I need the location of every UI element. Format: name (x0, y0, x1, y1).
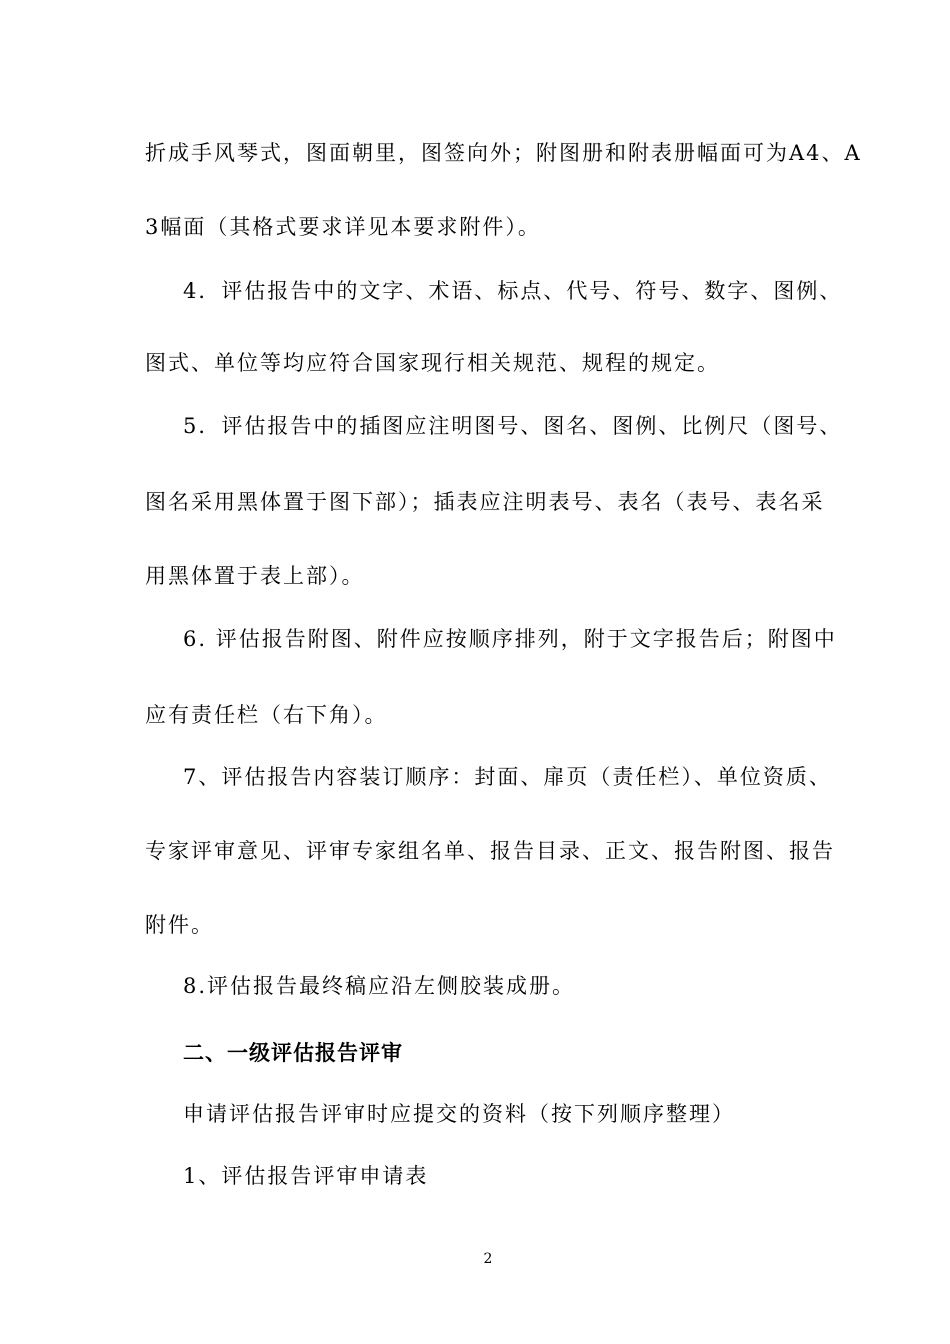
text-line: 应有责任栏（右下角）。 (145, 703, 388, 727)
text-line: 7、评估报告内容装订顺序：封面、扉页（责任栏）、单位资质、 (183, 765, 832, 789)
section-heading: 二、一级评估报告评审 (183, 1041, 403, 1065)
text-line: 折成手风琴式，图面朝里，图签向外；附图册和附表册幅面可为A4、A (145, 141, 862, 165)
text-line: 8.评估报告最终稿应沿左侧胶装成册。 (183, 974, 576, 998)
intro-paragraph: 申请评估报告评审时应提交的资料（按下列顺序整理） (183, 1102, 735, 1126)
text-line: 图名采用黑体置于图下部）；插表应注明表号、表名（表号、表名采 (145, 490, 825, 514)
text-line: 专家评审意见、评审专家组名单、报告目录、正文、报告附图、报告 (145, 839, 835, 863)
list-item: 1、评估报告评审申请表 (183, 1164, 429, 1188)
text-line: 图式、单位等均应符合国家现行相关规范、规程的规定。 (145, 351, 720, 375)
text-line: 4．评估报告中的文字、术语、标点、代号、符号、数字、图例、 (183, 279, 843, 303)
text-line: 用黑体置于表上部）。 (145, 564, 365, 588)
text-line: 6. 评估报告附图、附件应按顺序排列，附于文字报告后；附图中 (183, 627, 837, 651)
text-line: 5．评估报告中的插图应注明图号、图名、图例、比例尺（图号、 (183, 414, 843, 438)
text-line: 附件。 (145, 913, 214, 937)
text-line: 3幅面（其格式要求详见本要求附件）。 (145, 215, 541, 239)
page-number: 2 (483, 1251, 493, 1267)
